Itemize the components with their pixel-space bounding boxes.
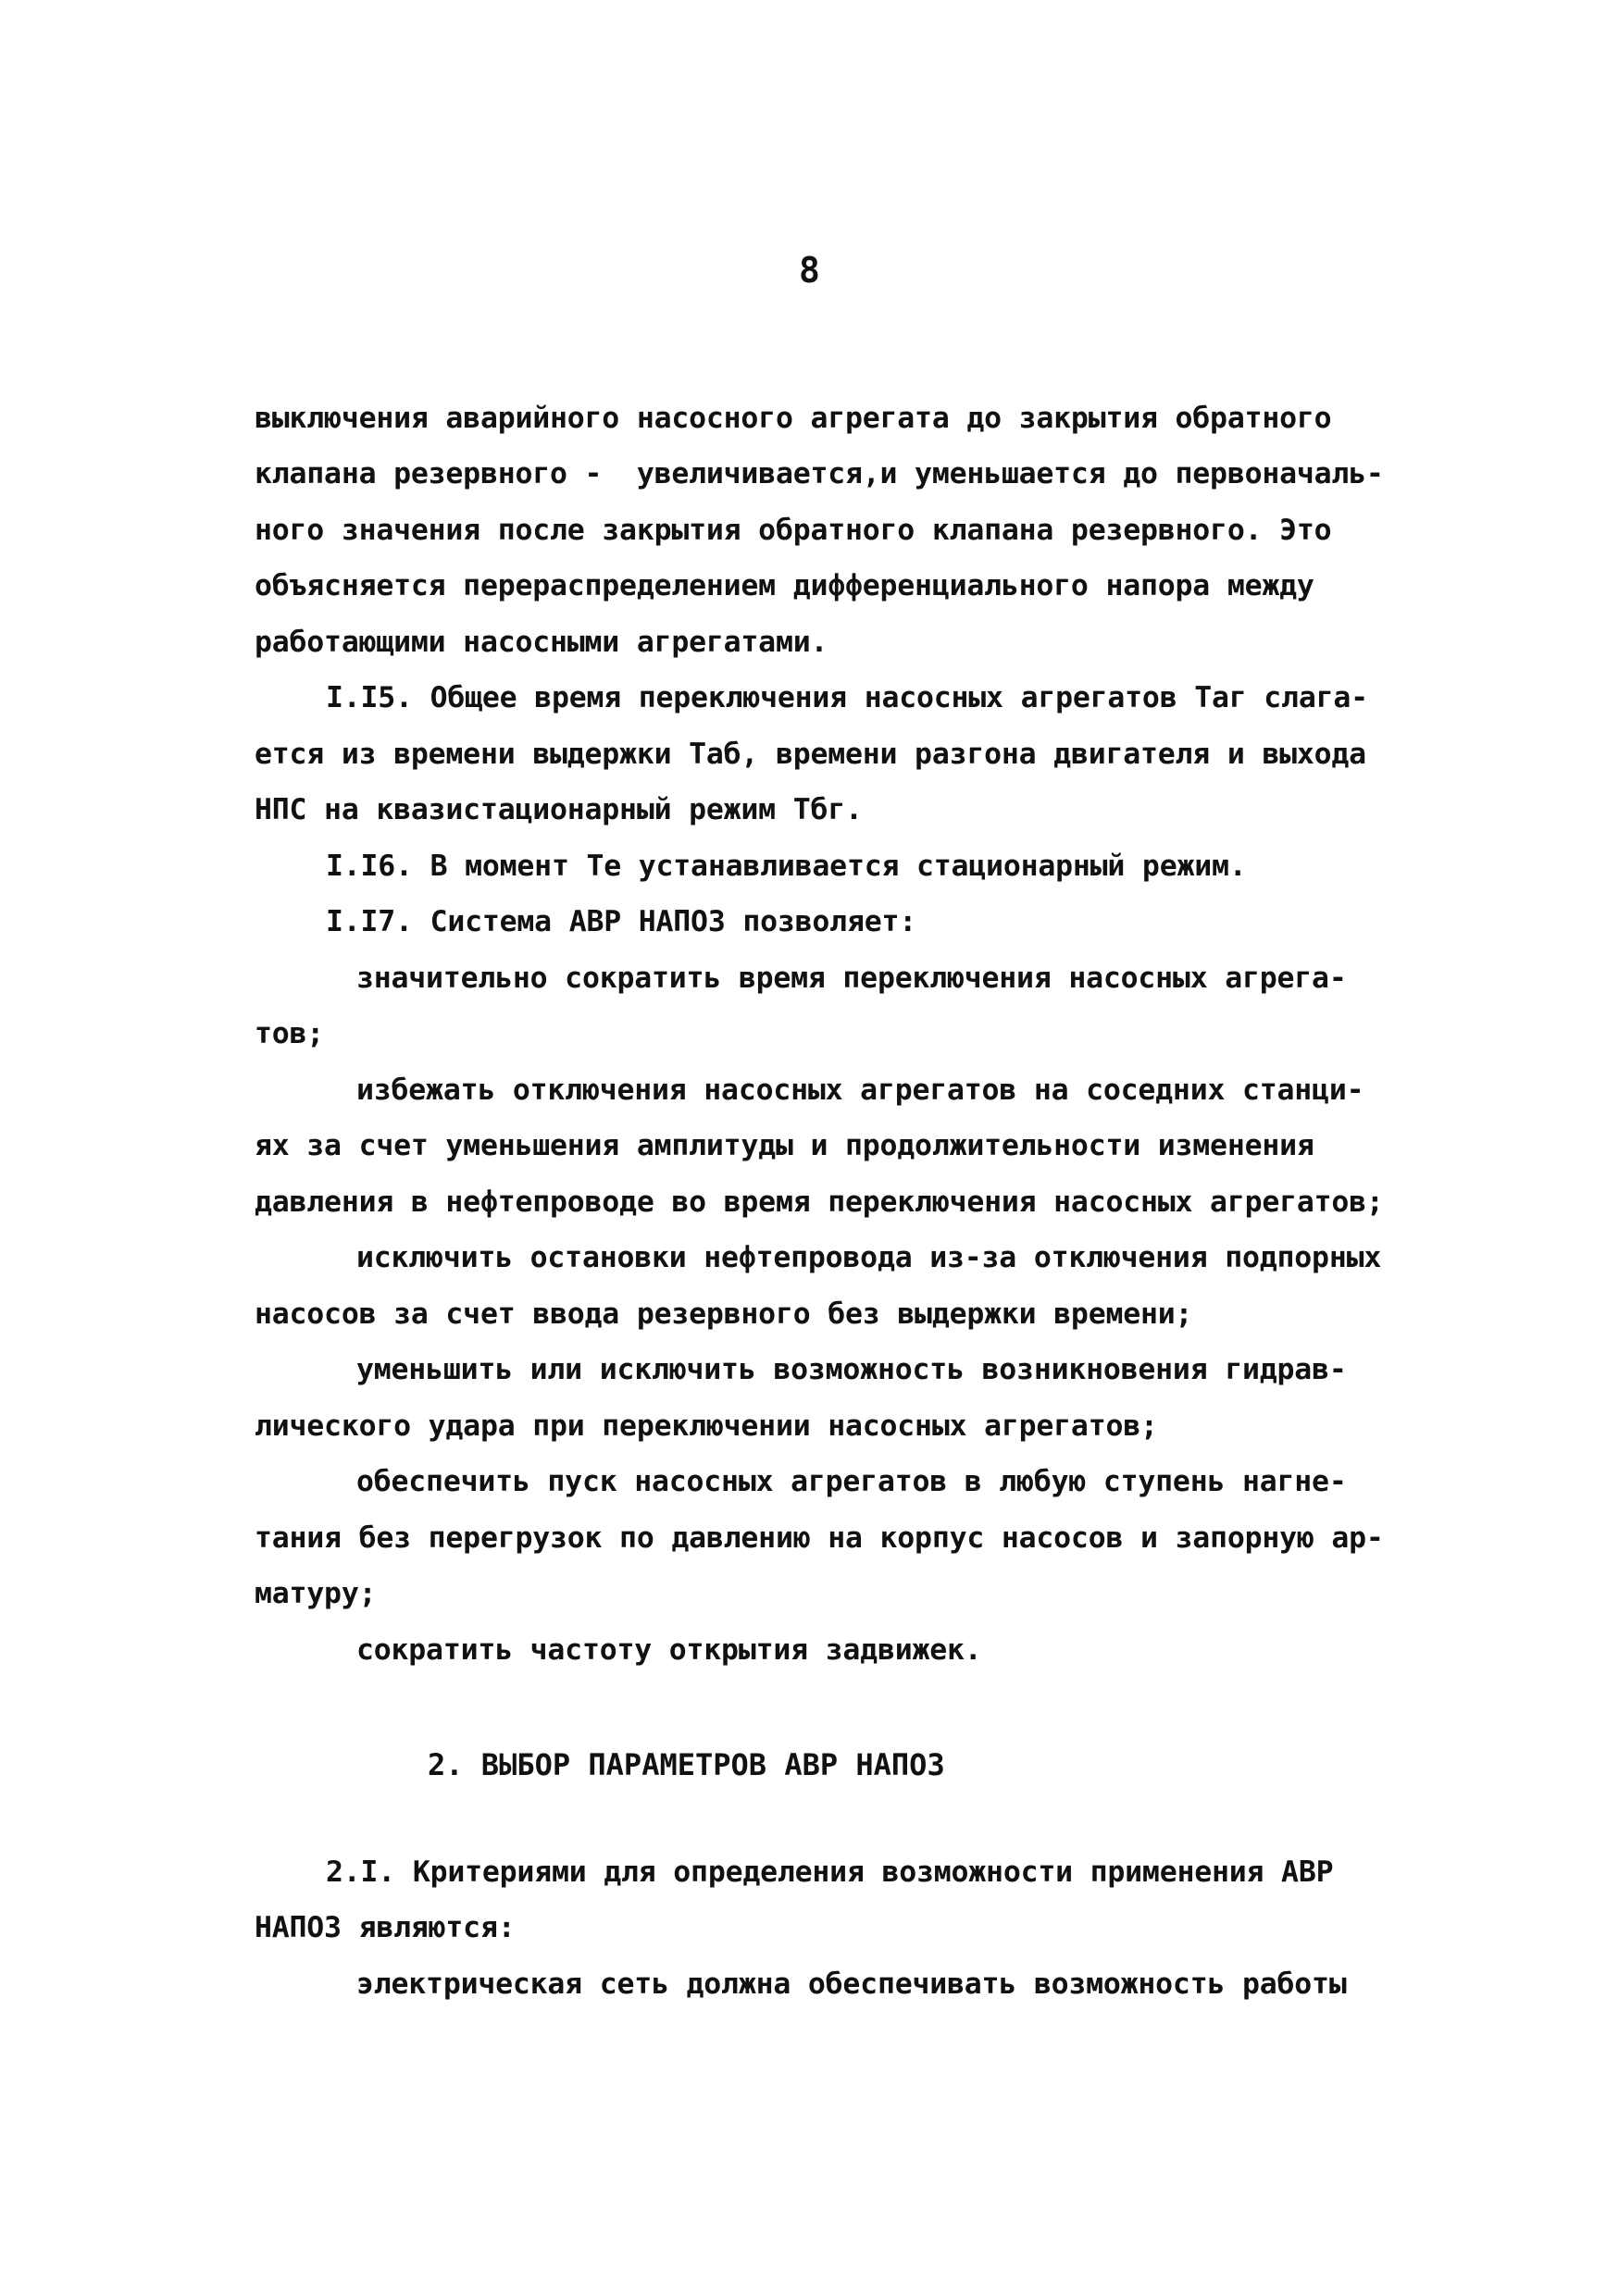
text-line: объясняется перераспределением дифференциального напора между [255,569,1314,602]
paragraph-1-15: I.I5. Общее время переключения насосных агрегатов Таг слага- [326,681,1368,714]
list-item: избежать отключения насосных агрегатов на соседних станци- [356,1074,1364,1107]
text-line: матуру; [255,1577,377,1610]
text-line: ях за счет уменьшения амплитуды и продолжительности изменения [255,1129,1314,1162]
text-line: клапана резервного - увеличивается,и уменьшается до первоначаль- [255,457,1384,490]
list-item: электрическая сеть должна обеспечивать возможность работы [356,1967,1347,2001]
text-line: НАПОЗ являются: [255,1911,516,1944]
paragraph-1-17: I.I7. Система АВР НАПОЗ позволяет: [326,905,916,938]
text-line: тов; [255,1017,325,1050]
text-line: выключения аварийного насосного агрегата до закрытия обратного [255,402,1332,435]
list-item: обеспечить пуск насосных агрегатов в любую ступень нагне- [356,1465,1347,1498]
text-line: лического удара при переключении насосных агрегатов; [255,1409,1158,1443]
list-item: сократить частоту открытия задвижек. [356,1633,982,1667]
text-line: ется из времени выдержки Таб, времени разгона двигателя и выхода [255,738,1366,771]
page-number: 8 [799,250,820,291]
text-line: тания без перегрузок по давлению на корпус насосов и запорную ар- [255,1521,1384,1555]
list-item: значительно сократить время переключения насосных агрега- [356,962,1347,995]
paragraph-1-16: I.I6. В момент Те устанавливается стационарный режим. [326,850,1247,883]
list-item: исключить остановки нефтепровода из-за отключения подпорных [356,1241,1382,1274]
paragraph-2-1: 2.I. Критериями для определения возможности применения АВР [326,1855,1334,1889]
list-item: уменьшить или исключить возможность возникновения гидрав- [356,1353,1347,1386]
text-line: насосов за счет ввода резервного без выдержки времени; [255,1297,1193,1331]
text-line: давления в нефтепроводе во время переключения насосных агрегатов; [255,1185,1384,1219]
section-heading: 2. ВЫБОР ПАРАМЕТРОВ АВР НАПОЗ [428,1747,945,1782]
text-line: ного значения после закрытия обратного клапана резервного. Это [255,514,1332,547]
text-line: работающими насосными агрегатами. [255,626,828,659]
text-line: НПС на квазистационарный режим Тбг. [255,793,863,826]
